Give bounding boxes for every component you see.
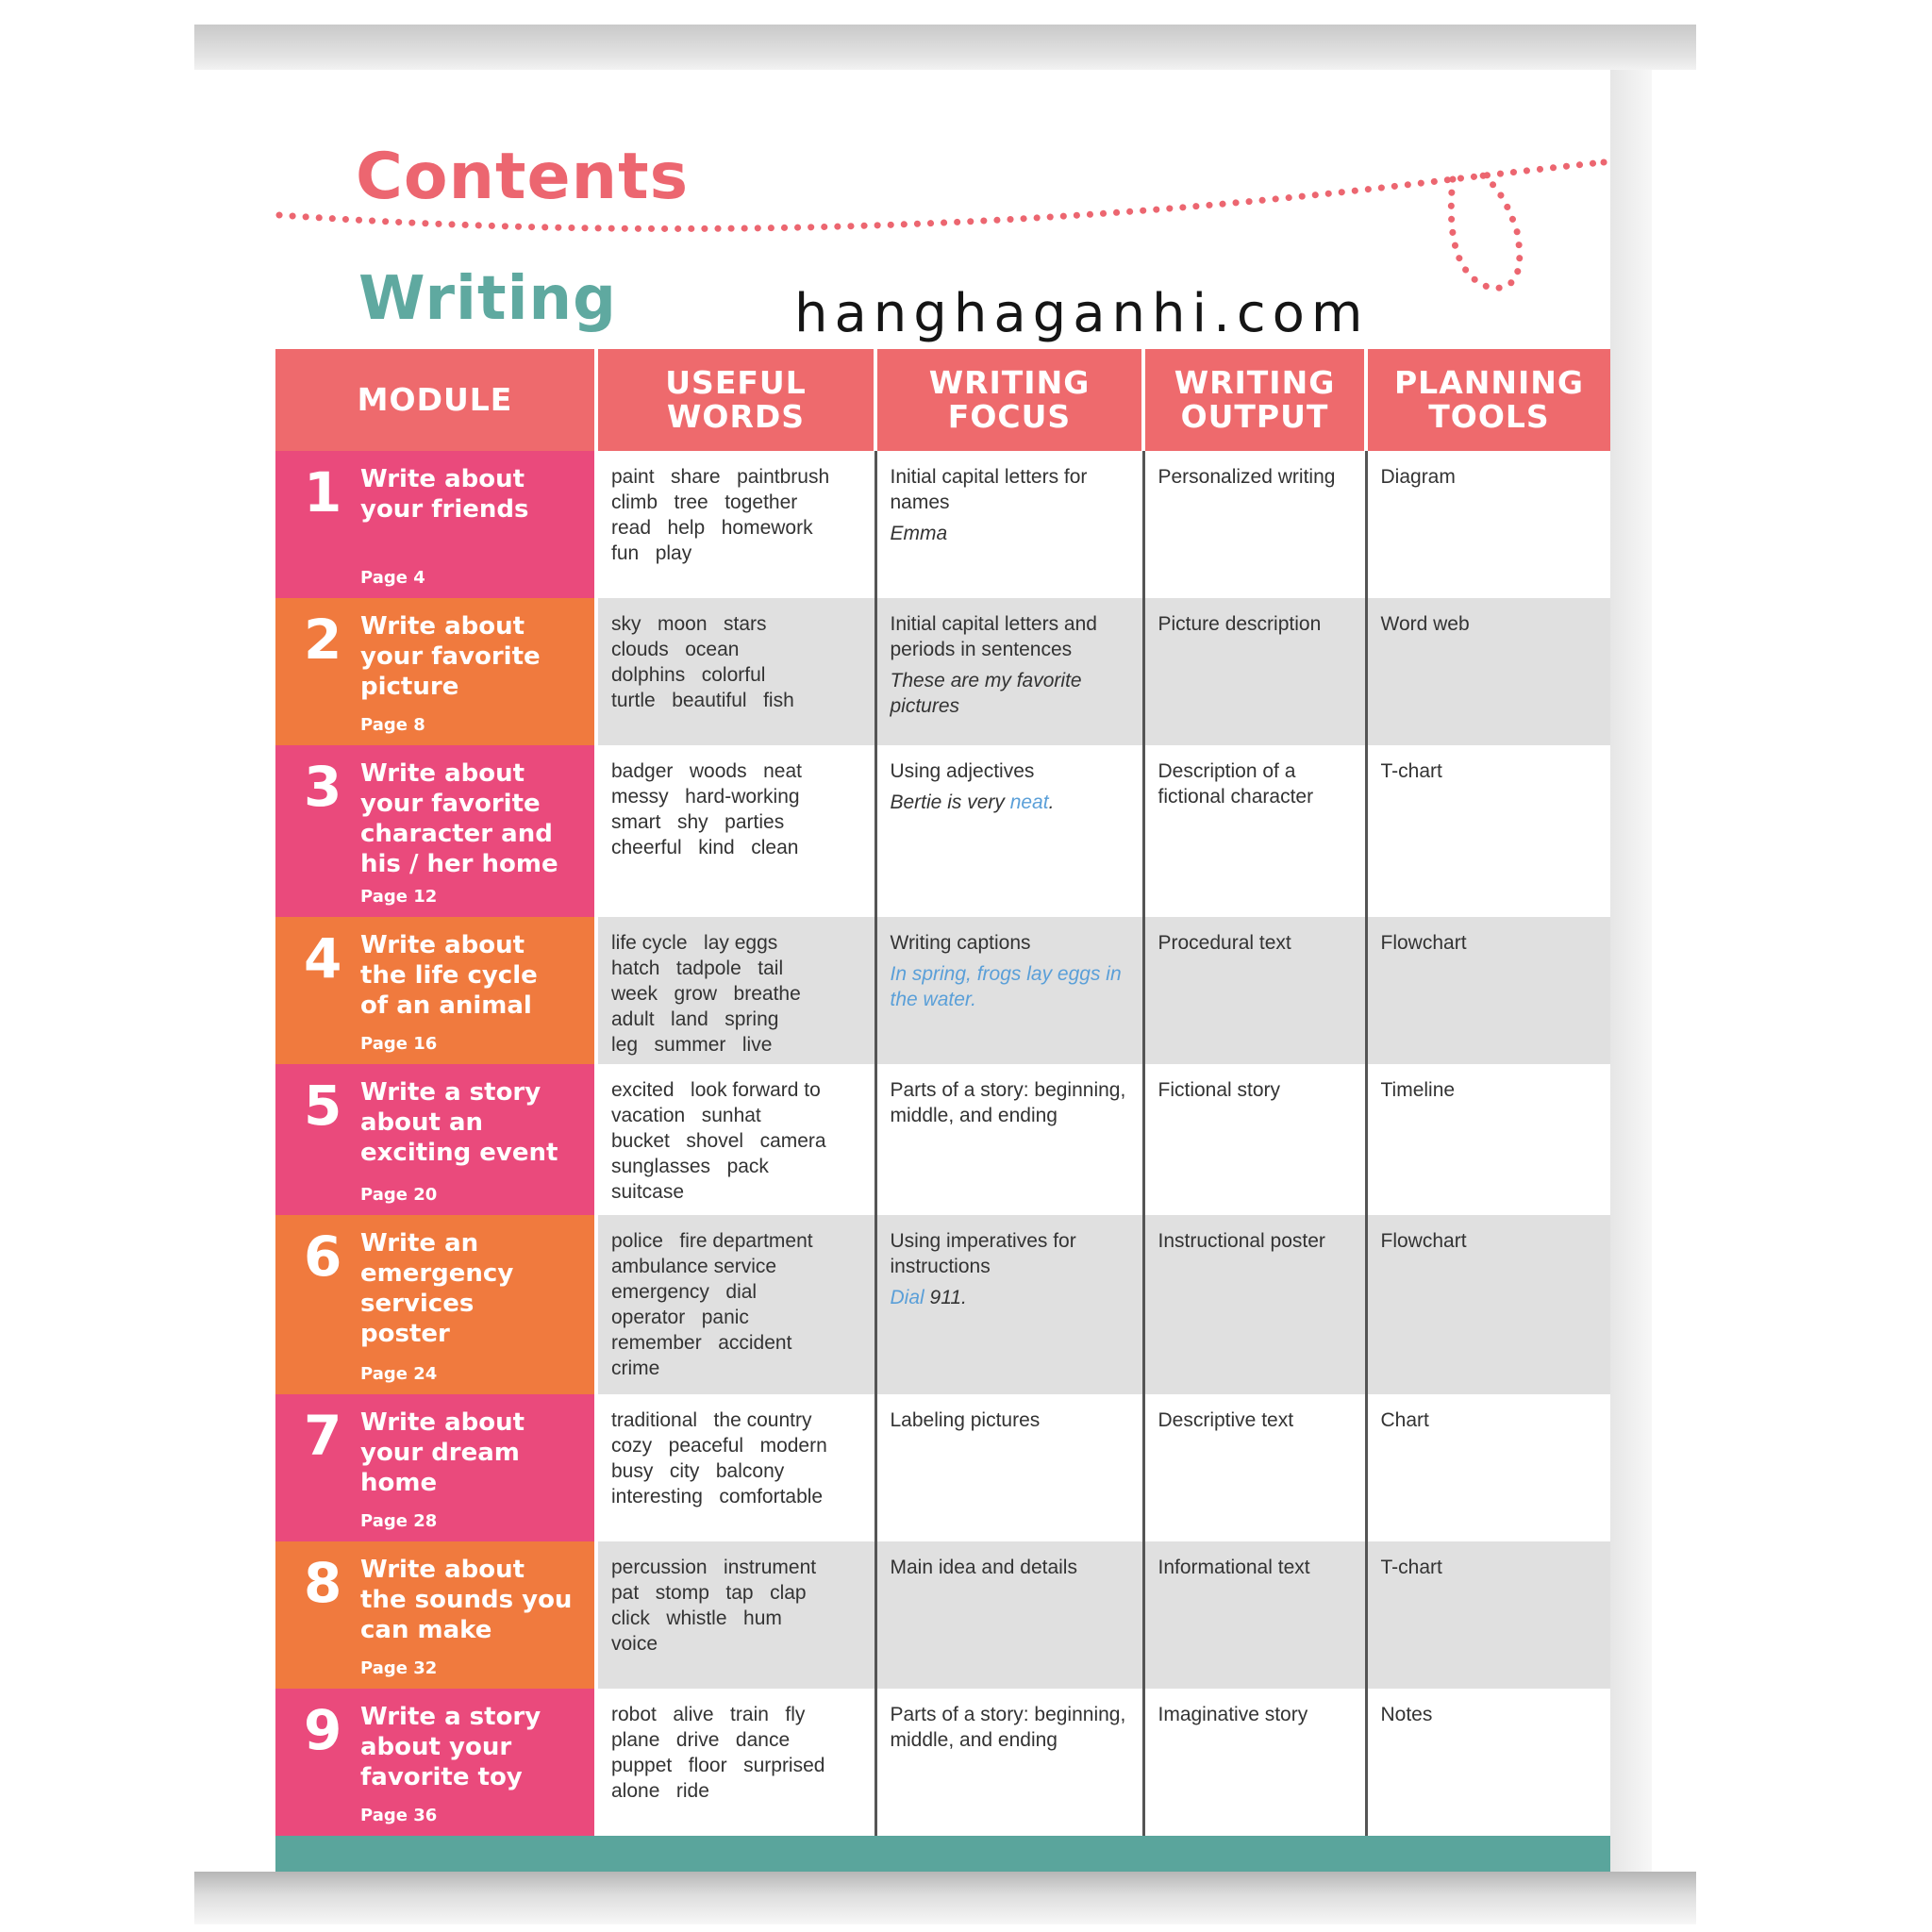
module-title: Write a story about an exciting event bbox=[360, 1078, 558, 1167]
writing-focus-cell bbox=[875, 1064, 1143, 1215]
module-number: 3 bbox=[304, 755, 342, 819]
module-number: 9 bbox=[304, 1698, 342, 1762]
useful-word-line: interesting comfortable bbox=[611, 1486, 824, 1507]
header-module: MODULE bbox=[275, 349, 596, 451]
useful-word-line: police fire department bbox=[611, 1230, 813, 1252]
planning-tool-cell: Notes bbox=[1380, 1704, 1433, 1725]
module-cell[interactable] bbox=[275, 1064, 596, 1215]
useful-word-line: crime bbox=[611, 1357, 660, 1379]
useful-word-line: plane drive dance bbox=[611, 1729, 791, 1751]
writing-output-cell: Instructional poster bbox=[1143, 1215, 1366, 1394]
planning-tool-cell: Flowchart bbox=[1366, 1215, 1610, 1394]
header-planning-tools: PLANNING TOOLS bbox=[1366, 349, 1610, 451]
useful-word-line: read help homework bbox=[611, 517, 813, 539]
contents-table bbox=[275, 349, 1610, 1836]
table-header-row bbox=[275, 349, 1610, 451]
example-highlight: In spring, frogs lay eggs in the water. bbox=[890, 963, 1122, 1010]
useful-words-cell bbox=[596, 917, 875, 1064]
writing-output-cell: Description of a fictional character bbox=[1143, 745, 1366, 917]
contents-title: Contents bbox=[356, 140, 690, 214]
writing-output-cell: Informational text bbox=[1143, 1541, 1366, 1689]
module-page-link[interactable]: Page 28 bbox=[360, 1511, 438, 1531]
writing-output-cell: Imaginative story bbox=[1143, 1689, 1366, 1836]
useful-words-cell bbox=[596, 1541, 875, 1689]
table-row bbox=[275, 1394, 1610, 1541]
module-title: Write about your favorite picture bbox=[360, 612, 541, 701]
useful-word-line: hatch tadpole tail bbox=[611, 958, 784, 979]
useful-word-line: fun play bbox=[611, 542, 692, 564]
useful-word-line: alone ride bbox=[611, 1780, 709, 1802]
focus-text: Main idea and details bbox=[890, 1557, 1077, 1578]
header-writing-focus: WRITING FOCUS bbox=[875, 349, 1143, 451]
module-cell[interactable] bbox=[275, 598, 596, 745]
useful-word-line: suitcase bbox=[611, 1181, 685, 1203]
useful-word-line: emergency dial bbox=[611, 1281, 758, 1303]
useful-word-line: ambulance service bbox=[611, 1256, 777, 1277]
bottom-teal-strip bbox=[275, 1836, 1610, 1872]
module-number: 6 bbox=[304, 1224, 342, 1289]
table-row bbox=[275, 1215, 1610, 1394]
planning-tool-cell: T-chart bbox=[1380, 760, 1442, 782]
header-useful-words: USEFUL WORDS bbox=[596, 349, 875, 451]
useful-words-cell bbox=[596, 598, 875, 745]
module-cell[interactable] bbox=[275, 1215, 596, 1394]
module-title: Write about your favorite character and his / her home bbox=[360, 759, 558, 878]
useful-words-cell bbox=[596, 1064, 875, 1215]
table-row bbox=[275, 745, 1610, 917]
planning-tool-cell: Timeline bbox=[1380, 1079, 1456, 1101]
useful-word-line: busy city balcony bbox=[611, 1460, 785, 1482]
module-number: 4 bbox=[304, 926, 342, 991]
useful-word-line: life cycle lay eggs bbox=[611, 932, 778, 954]
contents-table-wrapper bbox=[275, 349, 1610, 1851]
useful-words-cell bbox=[596, 745, 875, 917]
useful-word-line: traditional the country bbox=[611, 1409, 812, 1431]
writing-focus-cell bbox=[875, 1689, 1143, 1836]
useful-word-line: messy hard-working bbox=[611, 786, 800, 808]
module-number: 2 bbox=[304, 608, 342, 672]
module-page-link[interactable]: Page 36 bbox=[360, 1806, 438, 1825]
writing-output-cell: Picture description bbox=[1143, 598, 1366, 745]
useful-word-line: week grow breathe bbox=[611, 983, 801, 1005]
useful-word-line: vacation sunhat bbox=[611, 1105, 761, 1126]
module-page-link[interactable]: Page 8 bbox=[360, 715, 425, 735]
useful-word-line: cozy peaceful modern bbox=[611, 1435, 827, 1457]
writing-focus-cell bbox=[875, 745, 1143, 917]
module-title: Write about your friends bbox=[360, 465, 529, 524]
example-text: These are my favorite pictures bbox=[890, 670, 1082, 717]
writing-output-cell: Fictional story bbox=[1143, 1064, 1366, 1215]
module-page-link[interactable]: Page 32 bbox=[360, 1658, 438, 1678]
writing-output-cell: Personalized writing bbox=[1143, 451, 1366, 598]
module-number: 1 bbox=[304, 460, 342, 525]
focus-text: Labeling pictures bbox=[890, 1409, 1041, 1431]
focus-text: Initial capital letters for names bbox=[890, 466, 1088, 513]
module-title: Write about the life cycle of an animal bbox=[360, 931, 538, 1020]
writing-output-cell: Procedural text bbox=[1143, 917, 1366, 1064]
example-highlight: neat bbox=[1009, 791, 1049, 813]
writing-focus-cell bbox=[875, 1394, 1143, 1541]
useful-words-cell bbox=[596, 451, 875, 598]
useful-word-line: puppet floor surprised bbox=[611, 1755, 825, 1776]
table-row bbox=[275, 451, 1610, 598]
module-page-link[interactable]: Page 20 bbox=[360, 1185, 438, 1205]
module-number: 8 bbox=[304, 1551, 342, 1615]
module-number: 7 bbox=[304, 1404, 342, 1468]
useful-word-line: robot alive train fly bbox=[611, 1704, 806, 1725]
useful-word-line: leg summer live bbox=[611, 1034, 773, 1056]
example-rest: 911. bbox=[924, 1287, 967, 1308]
useful-word-line: climb tree together bbox=[611, 491, 798, 513]
module-page-link[interactable]: Page 12 bbox=[360, 887, 438, 907]
writing-focus-cell bbox=[875, 917, 1143, 1064]
useful-word-line: clouds ocean bbox=[611, 639, 740, 660]
module-title: Write a story about your favorite toy bbox=[360, 1703, 541, 1791]
example-rest: . bbox=[1048, 791, 1055, 813]
useful-word-line: pat stomp tap clap bbox=[611, 1582, 807, 1604]
useful-word-line: turtle beautiful fish bbox=[611, 690, 794, 711]
focus-example bbox=[891, 521, 1131, 546]
example-text: Bertie is very bbox=[890, 791, 1010, 813]
useful-word-line: adult land spring bbox=[611, 1008, 779, 1030]
writing-focus-cell bbox=[875, 451, 1143, 598]
useful-word-line: smart shy parties bbox=[611, 811, 785, 833]
module-number: 5 bbox=[304, 1074, 342, 1138]
writing-subtitle: Writing bbox=[358, 264, 617, 334]
planning-tool-cell: Word web bbox=[1366, 598, 1610, 745]
example-text: Emma bbox=[890, 523, 948, 544]
module-cell[interactable] bbox=[275, 745, 596, 917]
planning-tool-cell: Diagram bbox=[1380, 466, 1456, 488]
writing-output-cell: Descriptive text bbox=[1143, 1394, 1366, 1541]
writing-focus-cell bbox=[875, 1541, 1143, 1689]
module-cell[interactable] bbox=[275, 1689, 596, 1836]
focus-text: Parts of a story: beginning, middle, and ending bbox=[890, 1079, 1126, 1126]
focus-example bbox=[891, 1285, 1131, 1310]
useful-word-line: operator panic bbox=[611, 1307, 749, 1328]
focus-text: Writing captions bbox=[890, 932, 1031, 954]
writing-focus-cell bbox=[875, 598, 1143, 745]
example-highlight: Dial bbox=[890, 1287, 924, 1308]
header-writing-output: WRITING OUTPUT bbox=[1143, 349, 1366, 451]
module-page-link[interactable]: Page 24 bbox=[360, 1364, 438, 1384]
focus-text: Initial capital letters and periods in sentences bbox=[890, 613, 1097, 660]
useful-word-line: badger woods neat bbox=[611, 760, 802, 782]
useful-words-cell bbox=[596, 1394, 875, 1541]
module-page-link[interactable]: Page 4 bbox=[360, 568, 425, 588]
useful-word-line: dolphins colorful bbox=[611, 664, 766, 686]
module-page-link[interactable]: Page 16 bbox=[360, 1034, 438, 1054]
table-row bbox=[275, 598, 1610, 745]
focus-example bbox=[891, 668, 1131, 719]
table-row bbox=[275, 1541, 1610, 1689]
useful-word-line: excited look forward to bbox=[611, 1079, 821, 1101]
focus-text: Using imperatives for instructions bbox=[890, 1230, 1076, 1277]
module-cell[interactable] bbox=[275, 451, 596, 598]
useful-words-cell bbox=[596, 1689, 875, 1836]
useful-word-line: sunglasses pack bbox=[611, 1156, 769, 1177]
module-cell[interactable] bbox=[275, 917, 596, 1064]
focus-text: Parts of a story: beginning, middle, and ending bbox=[890, 1704, 1126, 1751]
module-title: Write an emergency services poster bbox=[360, 1229, 514, 1348]
useful-word-line: cheerful kind clean bbox=[611, 837, 799, 858]
focus-text: Using adjectives bbox=[890, 760, 1035, 782]
planning-tool-cell: Flowchart bbox=[1366, 917, 1610, 1064]
planning-tool-cell: T-chart bbox=[1366, 1541, 1610, 1689]
writing-focus-cell bbox=[875, 1215, 1143, 1394]
focus-example bbox=[891, 961, 1131, 1012]
useful-word-line: percussion instrument bbox=[611, 1557, 817, 1578]
bottom-shadow-band bbox=[194, 1872, 1696, 1924]
table-row bbox=[275, 1064, 1610, 1215]
useful-word-line: bucket shovel camera bbox=[611, 1130, 826, 1152]
planning-tool-cell: Chart bbox=[1380, 1409, 1429, 1431]
useful-word-line: sky moon stars bbox=[611, 613, 767, 635]
useful-words-cell bbox=[596, 1215, 875, 1394]
module-title: Write about your dream home bbox=[360, 1408, 525, 1497]
useful-word-line: paint share paintbrush bbox=[611, 466, 830, 488]
table-row bbox=[275, 1689, 1610, 1836]
useful-word-line: click whistle hum bbox=[611, 1607, 782, 1629]
module-title: Write about the sounds you can make bbox=[360, 1556, 573, 1644]
module-cell[interactable] bbox=[275, 1394, 596, 1541]
table-row bbox=[275, 917, 1610, 1064]
useful-word-line: voice bbox=[611, 1633, 658, 1655]
module-cell[interactable] bbox=[275, 1541, 596, 1689]
watermark-text: hanghaganhi.com bbox=[794, 283, 1370, 344]
useful-word-line: remember accident bbox=[611, 1332, 792, 1354]
focus-example bbox=[891, 790, 1131, 815]
